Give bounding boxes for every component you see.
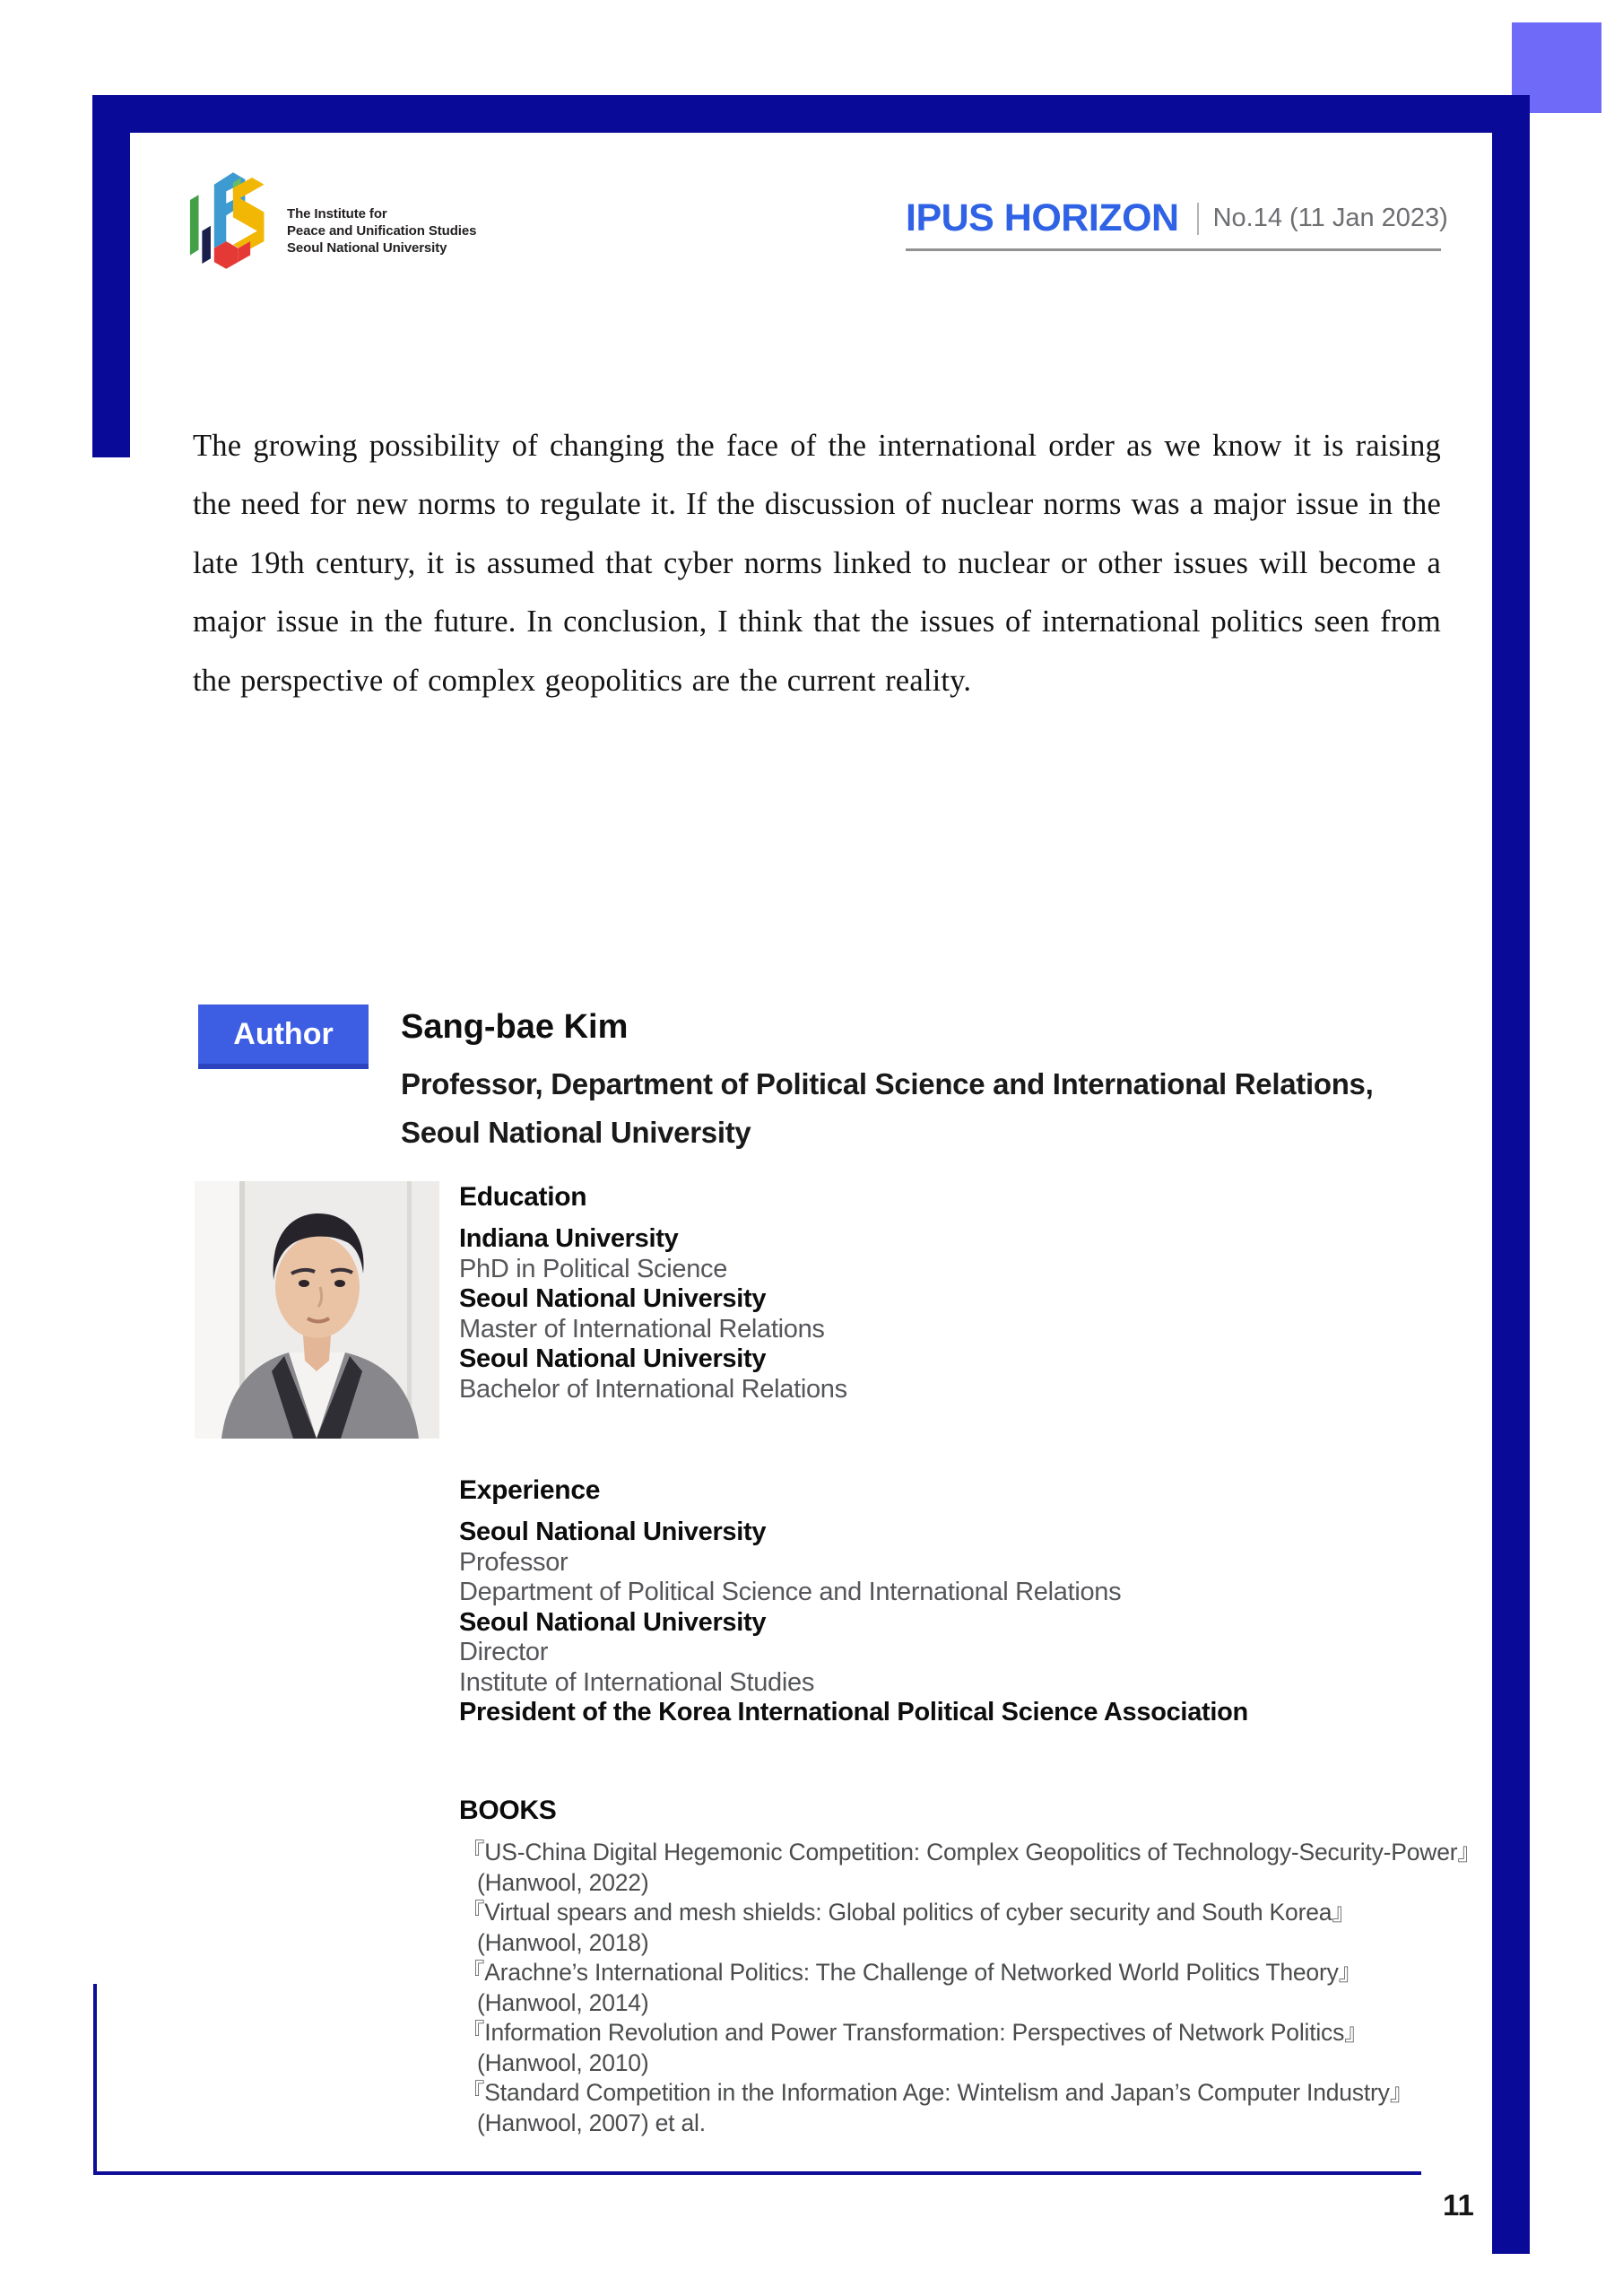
book-publisher: (Hanwool, 2018) bbox=[477, 1928, 649, 1956]
books-heading: BOOKS bbox=[459, 1796, 557, 1825]
experience-section bbox=[459, 1475, 1248, 1728]
list-item: Seoul National University bbox=[459, 1607, 767, 1637]
list-item: President of the Korea International Political Science Association bbox=[459, 1698, 1248, 1726]
list-item: PhD in Political Science bbox=[459, 1254, 728, 1283]
ipus-logo-icon bbox=[188, 165, 274, 278]
author-title-line2: Seoul National University bbox=[401, 1116, 751, 1149]
list-item: Director bbox=[459, 1638, 549, 1666]
experience-heading: Experience bbox=[459, 1475, 601, 1505]
issue-number: No.14 (11 Jan 2023) bbox=[1212, 204, 1448, 232]
books-section bbox=[459, 1796, 1490, 2138]
book-title: 『Information Revolution and Power Transformation: Perspectives of Network Politics』 bbox=[461, 2019, 1368, 2046]
frame-left-bar bbox=[92, 95, 130, 457]
footer-rule-vertical bbox=[93, 1984, 97, 2175]
list-item: Seoul National University bbox=[459, 1284, 767, 1313]
institute-name-line3: Seoul National University bbox=[287, 240, 447, 256]
author-name: Sang-bae Kim bbox=[401, 1008, 629, 1046]
experience-list bbox=[459, 1518, 1248, 1728]
list-item: Professor bbox=[459, 1547, 568, 1577]
list-item: Indiana University bbox=[459, 1224, 679, 1253]
book-publisher: (Hanwool, 2014) bbox=[477, 1988, 649, 2016]
list-item: Department of Political Science and International Relations bbox=[459, 1578, 1122, 1606]
frame-right-bar bbox=[1492, 95, 1530, 2254]
masthead bbox=[906, 196, 1448, 239]
education-list bbox=[459, 1224, 847, 1405]
institute-name-line1: The Institute for bbox=[287, 206, 387, 222]
author-badge: Author bbox=[198, 1004, 369, 1069]
list-item: Institute of International Studies bbox=[459, 1667, 815, 1697]
list-item: Seoul National University bbox=[459, 1518, 767, 1546]
book-title: 『Arachne’s International Politics: The Challenge of Networked World Politics Theory』 bbox=[461, 1959, 1362, 1986]
book-publisher: (Hanwool, 2007) et al. bbox=[477, 2109, 706, 2136]
book-publisher: (Hanwool, 2022) bbox=[477, 1868, 649, 1896]
author-photo bbox=[195, 1181, 439, 1439]
book-publisher: (Hanwool, 2010) bbox=[477, 2048, 649, 2076]
footer-rule-horizontal bbox=[93, 2171, 1421, 2175]
masthead-title: IPUS HORIZON bbox=[906, 196, 1179, 239]
masthead-divider bbox=[1197, 203, 1199, 235]
list-item: Seoul National University bbox=[459, 1344, 767, 1373]
book-title: 『Standard Competition in the Information Age: Wintelism and Japan’s Computer Industry』 bbox=[461, 2079, 1413, 2106]
list-item: Bachelor of International Relations bbox=[459, 1374, 847, 1404]
institute-name bbox=[287, 205, 476, 257]
masthead-underline bbox=[906, 248, 1441, 251]
author-title-line1: Professor, Department of Political Science and International Relations, bbox=[401, 1067, 1374, 1100]
article-paragraph: The growing possibility of changing the face of the international order as we know it is raising the need for new norms to regulate it. If the discussion of nuclear norms was a major issue in the late 19th century, it is assumed that cyber norms linked to nuclear or other issues will become a major issue in the future. In conclusion, I think that the issues of international politics seen from the perspective of complex geopolitics are the current reality. bbox=[193, 428, 1441, 698]
institute-name-line2: Peace and Unification Studies bbox=[287, 223, 477, 239]
books-list bbox=[459, 1838, 1490, 2138]
book-title: 『Virtual spears and mesh shields: Global politics of cyber security and South Korea』 bbox=[461, 1899, 1356, 1926]
frame-top-bar bbox=[92, 95, 1530, 133]
education-heading: Education bbox=[459, 1182, 587, 1212]
education-section bbox=[459, 1182, 847, 1405]
book-title: 『US-China Digital Hegemonic Competition: Complex Geopolitics of Technology-Security-Power』 bbox=[461, 1839, 1481, 1866]
list-item: Master of International Relations bbox=[459, 1314, 825, 1344]
page-number: 11 bbox=[1443, 2188, 1474, 2222]
